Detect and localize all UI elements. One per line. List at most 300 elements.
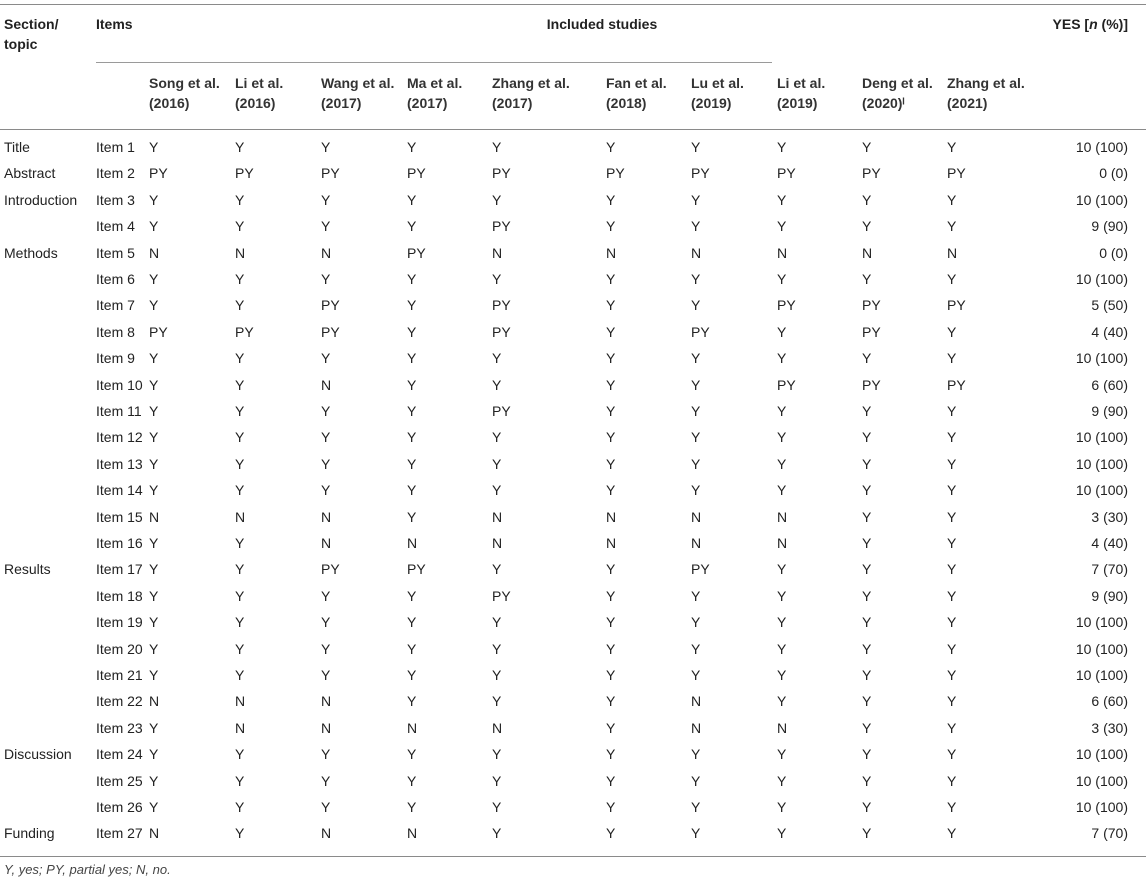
table-row: [0, 662, 1146, 688]
rating-cell: Y: [149, 191, 159, 208]
rating-cell: Y: [492, 825, 502, 842]
rating-cell: Y: [606, 772, 616, 789]
rating-cell: Y: [149, 772, 159, 789]
rating-cell: Y: [777, 191, 787, 208]
rating-cell: Y: [149, 271, 159, 287]
rating-cell: PY: [407, 561, 426, 578]
rating-cell: Y: [407, 693, 417, 710]
rating-cell: Y: [321, 403, 331, 419]
rating-cell: Y: [606, 429, 616, 446]
rating-cell: Y: [862, 640, 872, 657]
rating-cell: Y: [947, 746, 957, 763]
rating-cell: PY: [947, 376, 966, 393]
study-author: Fan et al.: [606, 75, 667, 91]
rating-cell: Y: [606, 482, 616, 499]
study-year: (2017): [492, 95, 533, 111]
rating-cell: PY: [321, 297, 340, 314]
rating-cell: Y: [947, 667, 957, 683]
item-cell: Item 16: [96, 535, 143, 551]
rating-cell: Y: [606, 719, 616, 736]
table-row: [0, 398, 1146, 424]
rating-cell: N: [149, 825, 160, 842]
rating-cell: Y: [407, 376, 417, 393]
table-row: [0, 741, 1146, 767]
item-cell: Item 18: [96, 587, 143, 604]
table-row: [0, 609, 1146, 635]
rating-cell: Y: [947, 825, 957, 842]
item-cell: Item 13: [96, 455, 143, 472]
study-year: (2020)ˡ: [862, 95, 905, 111]
rating-cell: Y: [947, 323, 957, 340]
rating-cell: Y: [321, 482, 331, 499]
rating-cell: Y: [862, 719, 872, 736]
rating-cell: Y: [149, 561, 159, 578]
item-cell: Item 7: [96, 297, 135, 314]
item-cell: Item 3: [96, 191, 135, 208]
rating-cell: Y: [606, 191, 616, 208]
rating-cell: Y: [777, 587, 787, 604]
rating-cell: Y: [407, 218, 417, 235]
rating-cell: Y: [407, 799, 417, 815]
item-cell: Item 23: [96, 719, 143, 736]
rating-cell: Y: [321, 772, 331, 789]
rating-cell: Y: [606, 693, 616, 710]
table-row: [0, 240, 1146, 266]
rating-cell: N: [691, 244, 702, 261]
rating-cell: Y: [862, 799, 872, 815]
rating-cell: Y: [862, 772, 872, 789]
rating-cell: Y: [691, 772, 701, 789]
item-cell: Item 10: [96, 376, 143, 393]
rating-cell: Y: [862, 746, 872, 763]
rating-cell: Y: [606, 746, 616, 763]
rating-cell: Y: [947, 482, 957, 499]
rating-cell: PY: [321, 165, 340, 182]
yes-count-cell: 10 (100): [1075, 799, 1128, 815]
rating-cell: Y: [407, 429, 417, 446]
rating-cell: Y: [235, 271, 245, 287]
rating-cell: Y: [407, 191, 417, 208]
rating-cell: Y: [235, 587, 245, 604]
rating-cell: Y: [606, 297, 616, 314]
rating-cell: Y: [691, 139, 701, 155]
rating-cell: Y: [407, 772, 417, 789]
rating-cell: Y: [777, 772, 787, 789]
study-header: [691, 73, 744, 113]
rating-cell: Y: [149, 297, 159, 314]
item-cell: Item 17: [96, 561, 143, 578]
item-cell: Item 8: [96, 323, 135, 340]
rating-cell: PY: [492, 403, 511, 419]
rating-cell: Y: [777, 799, 787, 815]
table-row: [0, 187, 1146, 213]
rating-cell: Y: [235, 482, 245, 499]
study-year: (2017): [321, 95, 362, 111]
rating-cell: Y: [777, 693, 787, 710]
rating-cell: N: [777, 244, 788, 261]
header-yes-count: [1053, 14, 1128, 34]
rating-cell: Y: [321, 746, 331, 763]
rating-cell: Y: [777, 614, 787, 631]
study-header: [862, 73, 933, 113]
yes-count-cell: 10 (100): [1075, 746, 1128, 763]
rating-cell: PY: [149, 323, 168, 340]
rating-cell: Y: [407, 508, 417, 525]
rating-cell: Y: [235, 746, 245, 763]
rating-cell: N: [947, 244, 958, 261]
study-header: [235, 73, 283, 113]
item-cell: Item 9: [96, 350, 135, 367]
rating-cell: Y: [492, 376, 502, 393]
item-cell: Item 11: [96, 403, 142, 419]
item-cell: Item 25: [96, 772, 143, 789]
rating-cell: Y: [235, 667, 245, 683]
study-author: Deng et al.: [862, 75, 933, 91]
rating-cell: Y: [862, 535, 872, 551]
rating-cell: PY: [947, 297, 966, 314]
rating-cell: Y: [321, 191, 331, 208]
yes-count-cell: 10 (100): [1075, 482, 1128, 499]
rating-cell: Y: [777, 323, 787, 340]
rating-cell: Y: [606, 825, 616, 842]
study-year: (2018): [606, 95, 647, 111]
rating-cell: Y: [777, 139, 787, 155]
rating-cell: N: [777, 719, 788, 736]
rating-cell: Y: [492, 799, 502, 815]
study-author: Song et al.: [149, 75, 220, 91]
yes-count-cell: 10 (100): [1075, 429, 1128, 446]
yes-count-cell: 9 (90): [1091, 403, 1128, 419]
study-header: [606, 73, 667, 113]
rating-cell: Y: [691, 191, 701, 208]
rating-cell: Y: [149, 799, 159, 815]
rating-cell: Y: [862, 455, 872, 472]
item-cell: Item 2: [96, 165, 135, 182]
rating-cell: Y: [947, 350, 957, 367]
rating-cell: Y: [492, 271, 502, 287]
rating-cell: N: [606, 244, 617, 261]
rating-cell: Y: [947, 271, 957, 287]
yes-count-cell: 7 (70): [1091, 825, 1128, 842]
rating-cell: Y: [606, 614, 616, 631]
rating-cell: Y: [235, 455, 245, 472]
rating-cell: Y: [777, 403, 787, 419]
rating-cell: Y: [691, 350, 701, 367]
study-author: Wang et al.: [321, 75, 395, 91]
rating-cell: Y: [691, 376, 701, 393]
rating-cell: Y: [492, 561, 502, 578]
rating-cell: Y: [321, 455, 331, 472]
rating-cell: Y: [862, 561, 872, 578]
study-header: [947, 73, 1025, 113]
rating-cell: Y: [235, 429, 245, 446]
study-author: Zhang et al.: [492, 75, 570, 91]
rating-cell: N: [321, 508, 332, 525]
rating-cell: N: [235, 693, 246, 710]
rating-cell: Y: [947, 218, 957, 235]
rating-cell: Y: [947, 693, 957, 710]
rating-cell: N: [492, 508, 503, 525]
rating-cell: Y: [862, 139, 872, 155]
yes-count-cell: 4 (40): [1091, 323, 1128, 340]
rating-cell: Y: [691, 799, 701, 815]
rating-cell: Y: [149, 403, 159, 419]
table-row: [0, 424, 1146, 450]
rating-cell: Y: [777, 746, 787, 763]
table-row: [0, 583, 1146, 609]
rating-cell: Y: [947, 403, 957, 419]
rating-cell: N: [407, 535, 418, 551]
header-included-studies: Included studies: [546, 16, 658, 32]
rating-cell: Y: [606, 561, 616, 578]
rating-cell: Y: [235, 772, 245, 789]
yes-count-cell: 0 (0): [1099, 165, 1128, 182]
item-cell: Item 22: [96, 693, 143, 710]
table-bottom-rule: [0, 856, 1146, 857]
rating-cell: Y: [947, 191, 957, 208]
table-row: [0, 794, 1146, 820]
yes-count-cell: 5 (50): [1091, 297, 1128, 314]
rating-cell: Y: [691, 746, 701, 763]
study-year: (2016): [235, 95, 276, 111]
rating-cell: N: [407, 825, 418, 842]
section-cell: Introduction: [4, 191, 78, 208]
rating-cell: Y: [606, 799, 616, 815]
rating-cell: N: [321, 693, 332, 710]
rating-cell: Y: [606, 376, 616, 393]
rating-cell: PY: [149, 165, 168, 182]
rating-cell: PY: [492, 323, 511, 340]
rating-cell: Y: [606, 667, 616, 683]
rating-cell: Y: [947, 429, 957, 446]
rating-cell: Y: [235, 403, 245, 419]
rating-cell: PY: [492, 165, 511, 182]
yes-count-cell: 10 (100): [1075, 191, 1128, 208]
rating-cell: Y: [777, 482, 787, 499]
rating-cell: Y: [407, 350, 417, 367]
rating-cell: N: [235, 719, 246, 736]
rating-cell: Y: [862, 825, 872, 842]
rating-cell: Y: [947, 640, 957, 657]
rating-cell: Y: [606, 271, 616, 287]
rating-cell: Y: [321, 429, 331, 446]
rating-cell: Y: [492, 455, 502, 472]
included-studies-rule: [96, 62, 772, 63]
yes-count-cell: 10 (100): [1075, 614, 1128, 631]
rating-cell: Y: [407, 139, 417, 155]
table-row: [0, 345, 1146, 371]
rating-cell: Y: [407, 614, 417, 631]
study-header: [149, 73, 220, 113]
rating-cell: Y: [149, 640, 159, 657]
rating-cell: Y: [606, 640, 616, 657]
study-author: Ma et al.: [407, 75, 463, 91]
rating-cell: Y: [149, 376, 159, 393]
rating-cell: Y: [321, 139, 331, 155]
rating-cell: Y: [492, 772, 502, 789]
section-cell: Results: [4, 561, 51, 578]
rating-cell: Y: [862, 587, 872, 604]
rating-cell: Y: [235, 376, 245, 393]
table-row: [0, 504, 1146, 530]
table-row: [0, 688, 1146, 714]
item-cell: Item 15: [96, 508, 143, 525]
table-top-rule: [0, 4, 1146, 5]
rating-cell: Y: [777, 271, 787, 287]
rating-cell: Y: [321, 799, 331, 815]
rating-cell: PY: [862, 376, 881, 393]
yes-count-cell: 10 (100): [1075, 640, 1128, 657]
table-row: [0, 820, 1146, 846]
study-header: [492, 73, 570, 113]
rating-cell: Y: [235, 561, 245, 578]
rating-cell: Y: [321, 667, 331, 683]
rating-cell: Y: [149, 218, 159, 235]
rating-cell: Y: [862, 429, 872, 446]
table-row: [0, 556, 1146, 582]
item-cell: Item 19: [96, 614, 143, 631]
rating-cell: Y: [492, 139, 502, 155]
rating-cell: Y: [947, 535, 957, 551]
rating-cell: N: [149, 693, 160, 710]
rating-cell: Y: [492, 429, 502, 446]
rating-cell: Y: [691, 825, 701, 842]
rating-cell: Y: [777, 218, 787, 235]
item-cell: Item 4: [96, 218, 135, 235]
rating-cell: Y: [691, 455, 701, 472]
item-cell: Item 14: [96, 482, 143, 499]
study-header: [321, 73, 394, 113]
yes-count-cell: 10 (100): [1075, 667, 1128, 683]
rating-cell: Y: [149, 719, 159, 736]
table-row: [0, 213, 1146, 239]
header-yes-n: n: [1089, 16, 1098, 32]
rating-cell: Y: [862, 350, 872, 367]
study-year: (2017): [407, 95, 448, 111]
rating-cell: Y: [149, 667, 159, 683]
study-author: Li et al.: [235, 75, 284, 91]
rating-cell: Y: [149, 587, 159, 604]
rating-cell: Y: [691, 297, 701, 314]
study-header: [777, 73, 825, 113]
rating-cell: Y: [777, 455, 787, 472]
rating-cell: Y: [606, 323, 616, 340]
section-cell: Methods: [4, 244, 58, 261]
rating-cell: N: [321, 535, 332, 551]
rating-cell: Y: [862, 508, 872, 525]
table-row: [0, 160, 1146, 186]
rating-cell: Y: [235, 535, 245, 551]
rating-cell: Y: [691, 218, 701, 235]
rating-cell: Y: [492, 667, 502, 683]
rating-cell: N: [321, 825, 332, 842]
rating-cell: Y: [862, 271, 872, 287]
rating-cell: N: [606, 508, 617, 525]
yes-count-cell: 10 (100): [1075, 271, 1128, 287]
study-year: (2021): [947, 95, 988, 111]
rating-cell: Y: [235, 640, 245, 657]
rating-cell: Y: [407, 297, 417, 314]
study-author: Zhang et al.: [947, 75, 1025, 91]
study-author: Li et al.: [777, 75, 826, 91]
rating-cell: Y: [606, 403, 616, 419]
rating-cell: Y: [407, 455, 417, 472]
rating-cell: PY: [321, 323, 340, 340]
rating-cell: Y: [235, 350, 245, 367]
rating-cell: N: [407, 719, 418, 736]
rating-cell: Y: [777, 561, 787, 578]
rating-cell: Y: [407, 640, 417, 657]
rating-cell: Y: [407, 482, 417, 499]
header-bottom-rule: [0, 129, 1146, 130]
rating-cell: N: [321, 719, 332, 736]
rating-cell: N: [862, 244, 873, 261]
rating-cell: Y: [947, 719, 957, 736]
table-row: [0, 134, 1146, 160]
rating-cell: N: [691, 719, 702, 736]
rating-cell: Y: [606, 218, 616, 235]
rating-cell: Y: [149, 746, 159, 763]
rating-cell: Y: [947, 508, 957, 525]
rating-cell: N: [149, 508, 160, 525]
rating-cell: N: [777, 535, 788, 551]
rating-cell: Y: [407, 323, 417, 340]
rating-cell: Y: [492, 693, 502, 710]
rating-cell: PY: [407, 244, 426, 261]
rating-cell: Y: [149, 614, 159, 631]
rating-cell: Y: [691, 640, 701, 657]
rating-cell: N: [321, 244, 332, 261]
rating-cell: Y: [691, 429, 701, 446]
yes-count-cell: 3 (30): [1091, 719, 1128, 736]
rating-cell: PY: [691, 323, 710, 340]
study-header: [407, 73, 462, 113]
rating-cell: Y: [606, 455, 616, 472]
rating-cell: Y: [862, 218, 872, 235]
rating-cell: Y: [235, 614, 245, 631]
yes-count-cell: 10 (100): [1075, 455, 1128, 472]
item-cell: Item 24: [96, 746, 143, 763]
rating-cell: N: [235, 244, 246, 261]
rating-cell: Y: [691, 271, 701, 287]
table-row: [0, 319, 1146, 345]
header-yes-suffix: (%)]: [1097, 16, 1128, 32]
item-cell: Item 20: [96, 640, 143, 657]
rating-cell: N: [691, 508, 702, 525]
rating-cell: Y: [947, 455, 957, 472]
rating-cell: Y: [407, 271, 417, 287]
rating-cell: N: [606, 535, 617, 551]
rating-cell: Y: [691, 482, 701, 499]
rating-cell: Y: [321, 271, 331, 287]
rating-cell: Y: [235, 297, 245, 314]
rating-cell: Y: [492, 614, 502, 631]
rating-cell: Y: [149, 350, 159, 367]
section-cell: Discussion: [4, 746, 72, 763]
rating-cell: Y: [691, 667, 701, 683]
rating-cell: N: [777, 508, 788, 525]
rating-cell: Y: [691, 403, 701, 419]
rating-cell: PY: [407, 165, 426, 182]
yes-count-cell: 3 (30): [1091, 508, 1128, 525]
rating-cell: Y: [862, 693, 872, 710]
rating-cell: Y: [149, 429, 159, 446]
rating-cell: PY: [606, 165, 625, 182]
rating-cell: Y: [606, 350, 616, 367]
rating-cell: Y: [235, 799, 245, 815]
rating-cell: Y: [606, 587, 616, 604]
yes-count-cell: 9 (90): [1091, 587, 1128, 604]
